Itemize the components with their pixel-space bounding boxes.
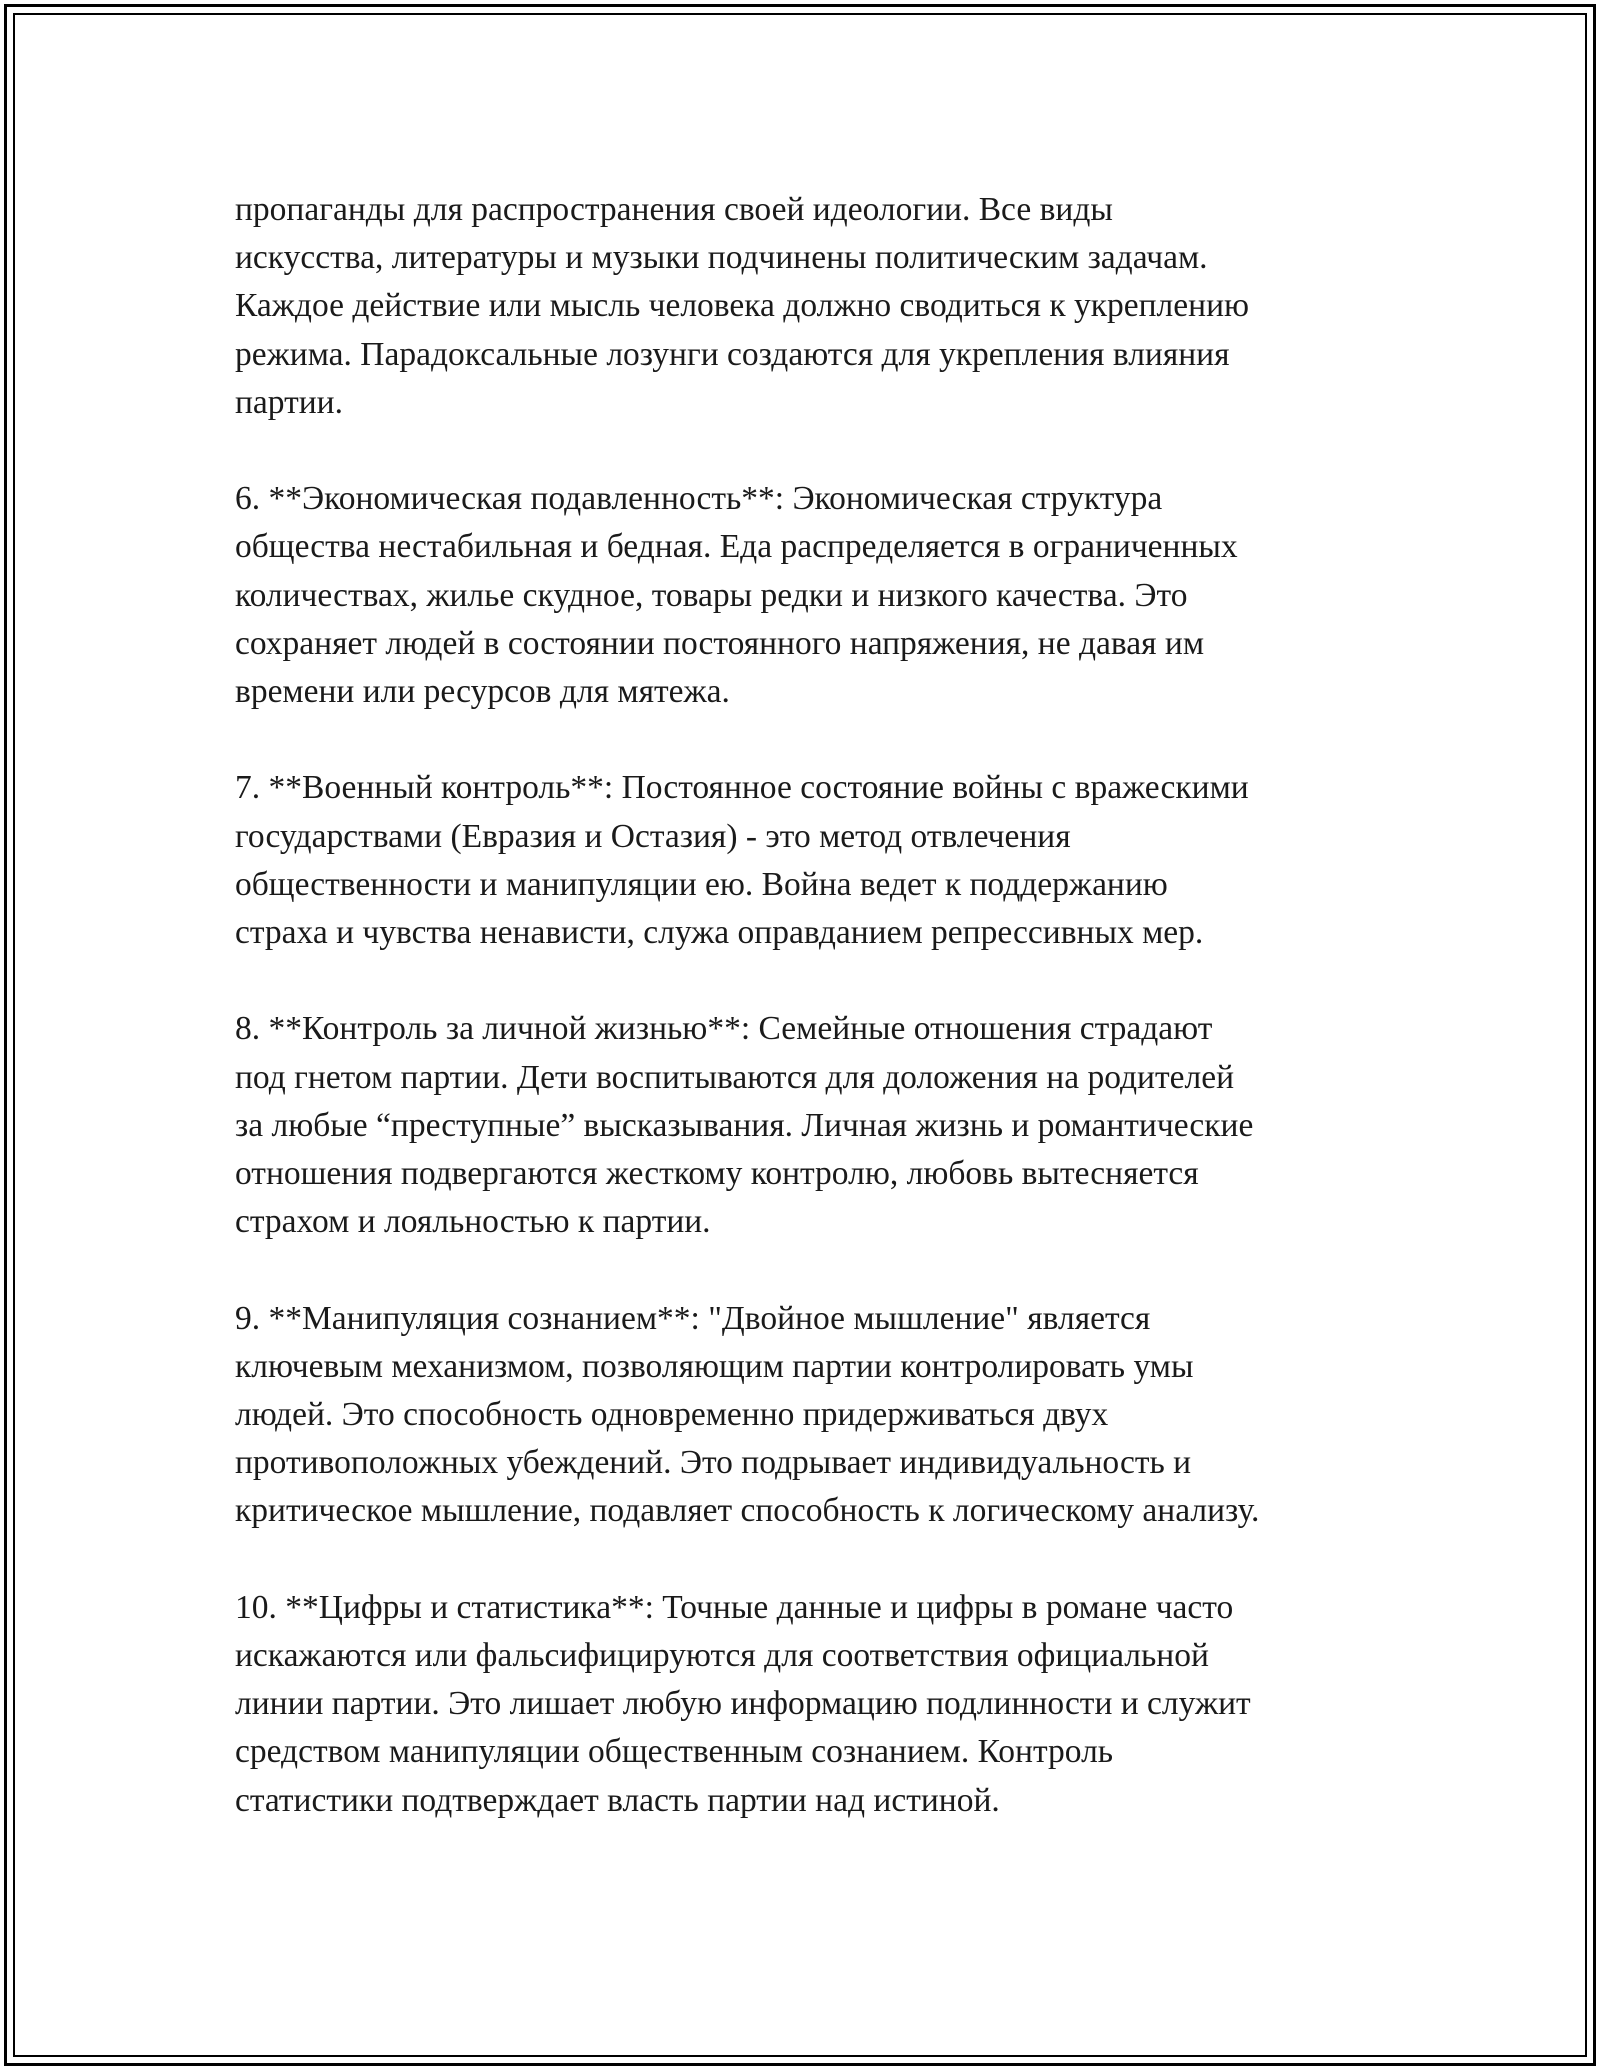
document-body xyxy=(235,186,1375,1873)
paragraph-item-8 xyxy=(235,1005,1375,1246)
text-line: искусства, литературы и музыки подчинены политическим задачам. xyxy=(235,239,1208,277)
text-line: 8. **Контроль за личной жизнью**: Семейные отношения страдают xyxy=(235,1010,1213,1048)
text-line: 9. **Манипуляция сознанием**: "Двойное мышление" является xyxy=(235,1299,1151,1337)
paragraph-item-6 xyxy=(235,475,1375,716)
paragraph-item-7 xyxy=(235,764,1375,957)
text-line: сохраняет людей в состоянии постоянного напряжения, не давая им xyxy=(235,624,1205,662)
text-line: государствами (Евразия и Остазия) - это метод отвлечения xyxy=(235,817,1071,855)
text-line: общества нестабильная и бедная. Еда распределяется в ограниченных xyxy=(235,528,1238,566)
text-line: линии партии. Это лишает любую информацию подлинности и служит xyxy=(235,1685,1251,1723)
paragraph-item-9 xyxy=(235,1295,1375,1536)
text-line: противоположных убеждений. Это подрывает индивидуальность и xyxy=(235,1444,1192,1482)
paragraph-item-10 xyxy=(235,1584,1375,1825)
paragraph-propaganda-continuation xyxy=(235,186,1375,427)
text-line: страхом и лояльностью к партии. xyxy=(235,1203,711,1241)
text-line: средством манипуляции общественным сознанием. Контроль xyxy=(235,1733,1114,1771)
text-line: людей. Это способность одновременно придерживаться двух xyxy=(235,1396,1109,1434)
text-line: партии. xyxy=(235,383,343,421)
text-line: времени или ресурсов для мятежа. xyxy=(235,673,730,711)
text-line: за любые “преступные” высказывания. Личная жизнь и романтические xyxy=(235,1106,1254,1144)
text-line: общественности и манипуляции ею. Война ведет к поддержанию xyxy=(235,865,1168,903)
text-line: Каждое действие или мысль человека должно сводиться к укреплению xyxy=(235,287,1250,325)
text-line: страха и чувства ненависти, служа оправданием репрессивных мер. xyxy=(235,914,1204,952)
text-line: искажаются или фальсифицируются для соответствия официальной xyxy=(235,1637,1209,1675)
text-line: количествах, жилье скудное, товары редки и низкого качества. Это xyxy=(235,576,1188,614)
text-line: под гнетом партии. Дети воспитываются для доложения на родителей xyxy=(235,1058,1234,1096)
text-line: ключевым механизмом, позволяющим партии контролировать умы xyxy=(235,1347,1194,1385)
text-line: пропаганды для распространения своей идеологии. Все виды xyxy=(235,191,1113,228)
text-line: 7. **Военный контроль**: Постоянное состояние войны с вражескими xyxy=(235,769,1249,807)
text-line: статистики подтверждает власть партии над истиной. xyxy=(235,1781,1000,1819)
text-line: критическое мышление, подавляет способность к логическому анализу. xyxy=(235,1492,1260,1530)
text-line: 10. **Цифры и статистика**: Точные данные и цифры в романе часто xyxy=(235,1588,1234,1626)
text-line: 6. **Экономическая подавленность**: Экономическая структура xyxy=(235,480,1163,518)
text-line: отношения подвергаются жесткому контролю, любовь вытесняется xyxy=(235,1155,1199,1193)
text-line: режима. Парадоксальные лозунги создаются для укрепления влияния xyxy=(235,335,1230,373)
